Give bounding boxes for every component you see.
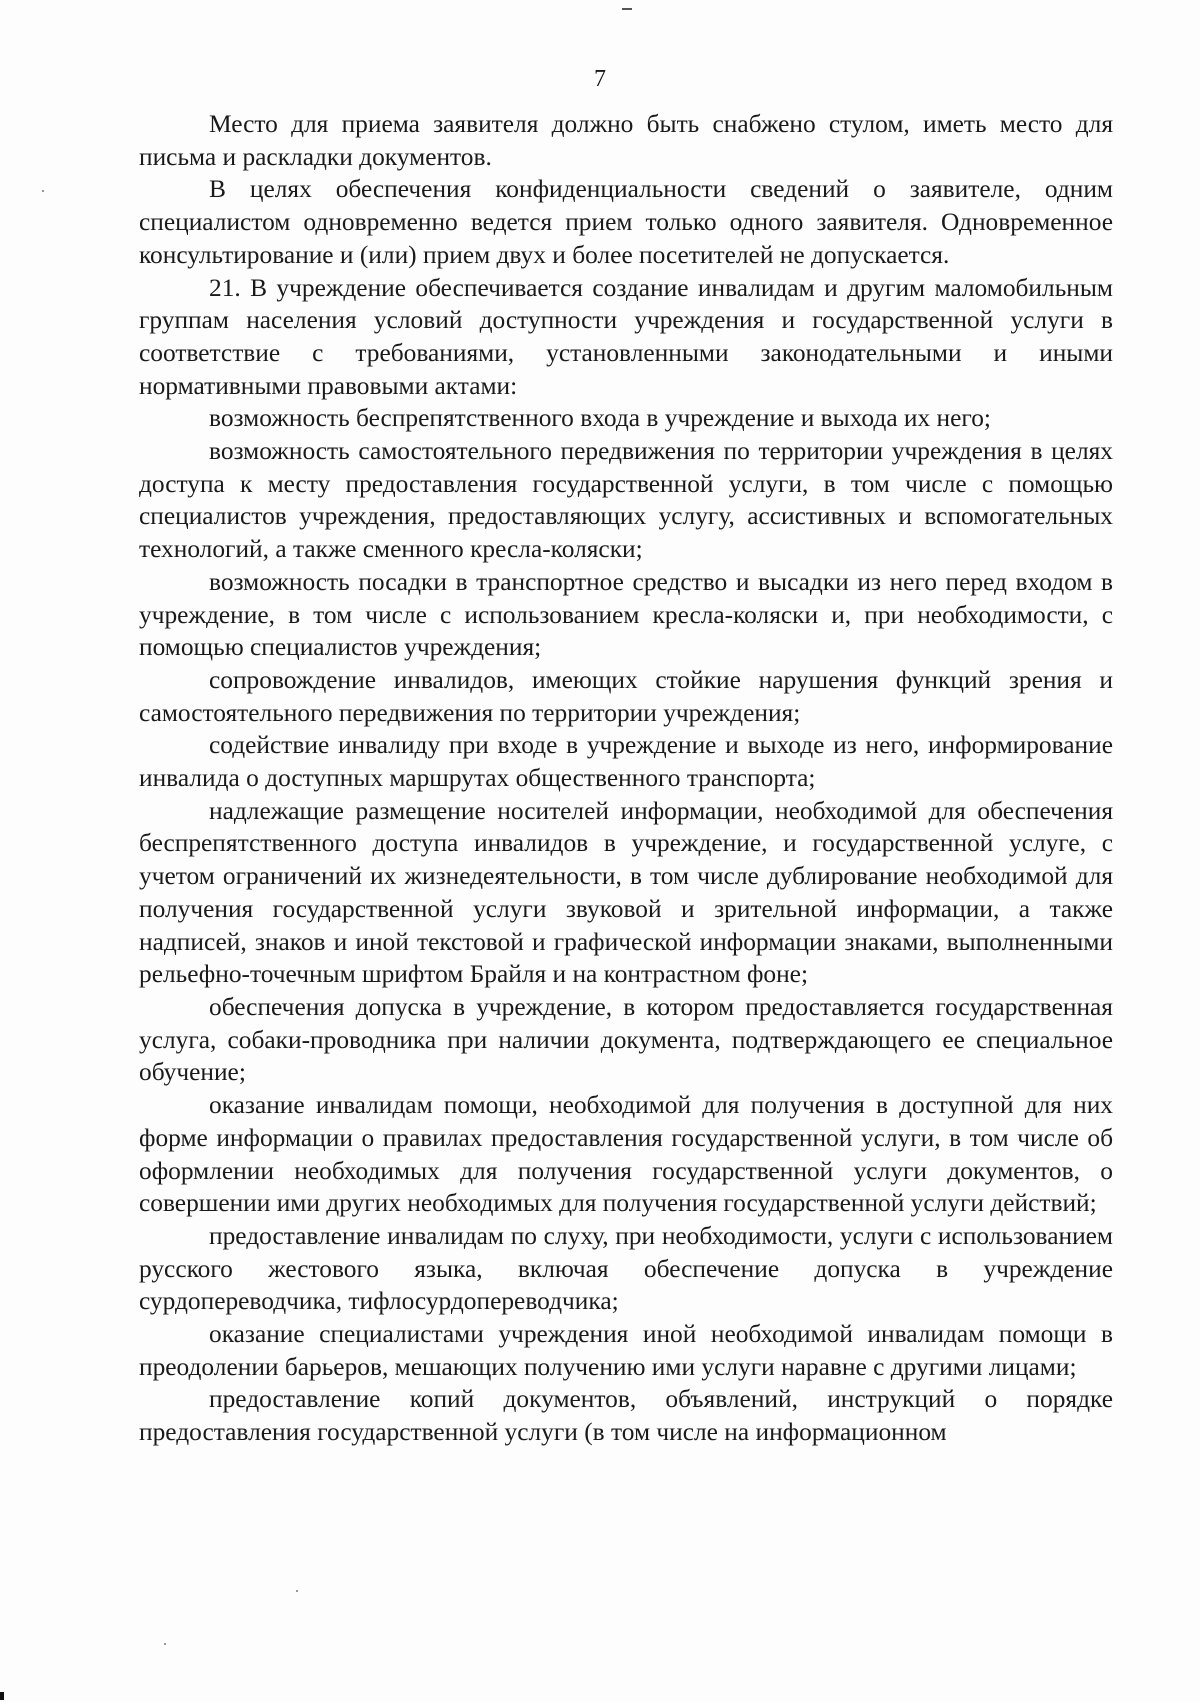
list-item: возможность самостоятельного передвижения по территории учреждения в целях доступа к месту предоставления государственной услуги, в том числе с помощью специалистов учреждения, предоставляющих услугу, ассистивных и вспомогательных технологий, а также сменного кресла-коляски; [139,437,1113,564]
list-item: предоставление инвалидам по слуху, при необходимости, услуги с использованием русского жестового языка, включая обеспечение допуска в учреждение сурдопереводчика, тифлосурдопереводчика; [139,1221,1113,1316]
scan-artifact [0,1692,4,1700]
list-item: сопровождение инвалидов, имеющих стойкие нарушения функций зрения и самостоятельного передвижения по территории учреждения; [139,665,1113,727]
list-item: возможность беспрепятственного входа в учреждение и выхода их него; [209,404,991,433]
list-item: оказание специалистами учреждения иной необходимой инвалидам помощи в преодолении барьеров, мешающих получению ими услуги наравне с другими лицами; [139,1320,1113,1381]
paragraph: Место для приема заявителя должно быть снабжено стулом, иметь место для письма и раскладки документов. [139,110,1113,171]
list-item: обеспечения допуска в учреждение, в котором предоставляется государственная услуга, собаки-проводника при наличии документа, подтверждающего ее специальное обучение; [139,992,1113,1087]
paragraph: В целях обеспечения конфиденциальности сведений о заявителе, одним специалистом одновременно ведется прием только одного заявителя. Одновременное консультирование и (или) прием двух и более посетителей не допускается. [139,175,1113,269]
list-item: надлежащие размещение носителей информации, необходимой для обеспечения беспрепятственного доступа инвалидов в учреждение, и государственной услуге, с учетом ограничений их жизнедеятельности, в том числе дублирование необходимой для получения государственной услуги звуковой и зрительной информации, а также надписей, знаков и иной текстовой и графической информации знаками, выполненными рельефно-точечным шрифтом Брайля и на контрастном фоне; [139,796,1113,989]
scan-speck [296,1590,298,1592]
document-body [139,108,1113,1449]
list-item: предоставление копий документов, объявлений, инструкций о порядке предоставления государственной услуги (в том числе на информационном [139,1385,1113,1447]
scan-artifact [622,8,632,10]
scan-speck [164,1643,166,1645]
paragraph-item-21: 21. В учреждение обеспечивается создание инвалидам и другим маломобильным группам населения условий доступности учреждения и государственной услуги в соответствие с требованиями, установленными законодательными и иными нормативными правовыми актами: [139,273,1113,400]
page-number: 7 [594,66,606,92]
list-item: оказание инвалидам помощи, необходимой для получения в доступной для них форме информации о правилах предоставления государственной услуги, в том числе об оформлении необходимых для получения государственной услуги документов, о совершении ими других необходимых для получения государственной услуги действий; [139,1091,1113,1218]
scan-speck [42,190,44,192]
list-item: возможность посадки в транспортное средство и высадки из него перед входом в учреждение, в том числе с использованием кресла-коляски и, при необходимости, с помощью специалистов учреждения; [139,567,1113,662]
list-item: содействие инвалиду при входе в учреждение и выходе из него, информирование инвалида о доступных маршрутах общественного транспорта; [139,731,1113,793]
